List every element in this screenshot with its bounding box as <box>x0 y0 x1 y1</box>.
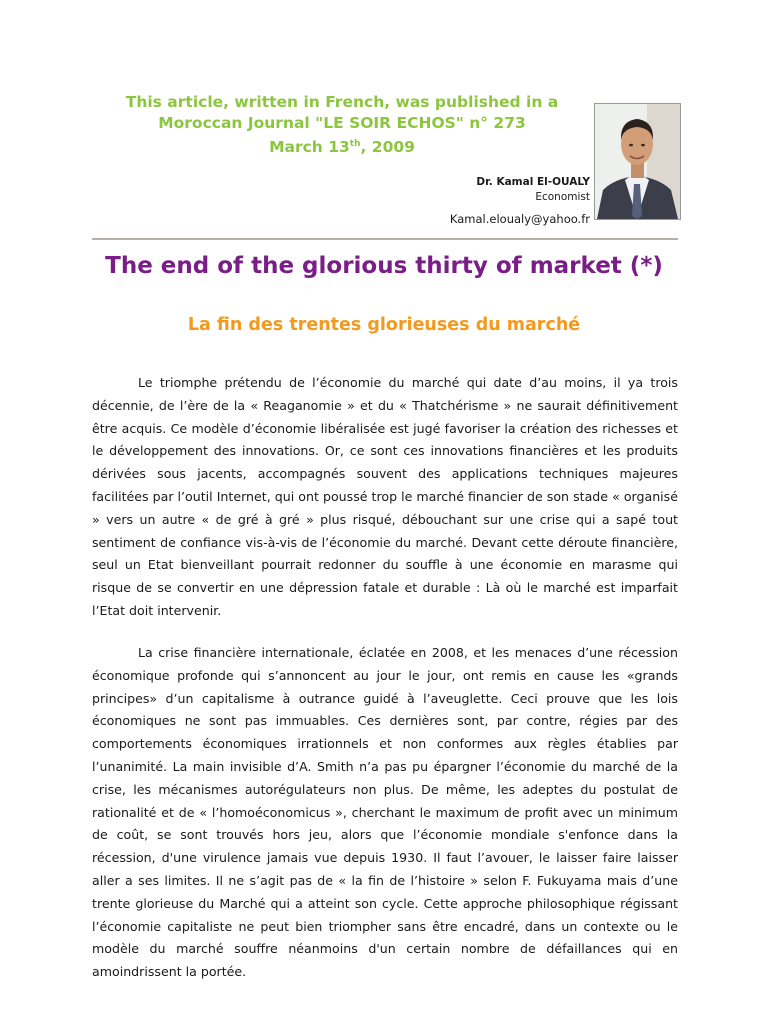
author-email[interactable]: Kamal.eloualy@yahoo.fr <box>449 212 590 226</box>
body-paragraph-2: La crise financière internationale, éclatée en 2008, et les menaces d’une récession économique profonde qui s’annoncent au jour le jour, ont remis en cause les «grands principes» d’un capitalisme à outrance guidé à l’aveuglette. Ceci prouve que les lois économiques ne sont pas immuables. Ces dernières sont, par contre, régies par des comportements économiques irrationnels et non conformes aux règles établies par l’unanimité. La main invisible d’A. Smith n’a pas pu épargner l’économie du marché de la crise, les mécanismes autorégulateurs non plus. De même, les adeptes du postulat de rationalité et de « l’homoéconomicus », cherchant le maximum de profit avec un minimum de coût, se sont trouvés hors jeu, alors que l’économie mondiale s'enfonce dans la récession, d'une virulence jamais vue depuis 1930. Il faut l’avouer, le laisser faire laisser aller a ses limites. Il ne s’agit pas de « la fin de l’histoire » selon F. Fukuyama mais d’une trente glorieuse du Marché qui a atteint son cycle. Cette approche philosophique régissant l’économie capitaliste ne peut bien triompher sans être encadré, dans un contexte ou le modèle du marché souffre néanmoins d'un certain nombre de défaillances qui en amoindrissent la portée. <box>92 645 678 980</box>
body-paragraph-1: Le triomphe prétendu de l’économie du marché qui date d’au moins, il ya trois décennie, de l’ère de la « Reaganomie » et du « Thatchérisme » ne saurait définitivement être acquis. Ce modèle d’économie libéralisée est jugé favoriser la création des richesses et le développement des innovations. Or, ce sont ces innovations financières et les produits dérivées sous jacents, accompagnés souvent des applications techniques majeures facilitées par l’outil Internet, qui ont poussé trop le marché financier de son stade « organisé » vers un autre « de gré à gré » plus risqué, débouchant sur une crise qui a sapé tout sentiment de confiance vis-à-vis de l’économie du marché. Devant cette déroute financière, seul un Etat bienveillant pourrait redonner du souffle à une économie en marasme qui risque de se convertir en une dépression fatale et durable : Là où le marché est imparfait l’Etat doit intervenir. <box>92 375 678 618</box>
article-title: The end of the glorious thirty of market (*) <box>105 253 663 279</box>
publication-date-day: March 13 <box>269 138 350 157</box>
publication-date-year: , 2009 <box>360 138 415 157</box>
author-name: Dr. Kamal El-OUALY <box>476 176 590 188</box>
article-subtitle: La fin des trentes glorieuses du marché <box>187 315 581 335</box>
author-role: Economist <box>535 191 590 203</box>
publication-date-suffix: th <box>349 139 361 149</box>
author-portrait-image <box>595 104 680 219</box>
author-info <box>476 175 590 205</box>
publication-note-line-1: This article, written in French, was published in a <box>125 93 559 111</box>
publication-date <box>92 134 592 158</box>
publication-note <box>92 92 592 158</box>
publication-note-line-2: Moroccan Journal "LE SOIR ECHOS" n° 273 <box>158 114 526 132</box>
header-divider <box>92 238 678 240</box>
author-photo <box>594 103 681 220</box>
